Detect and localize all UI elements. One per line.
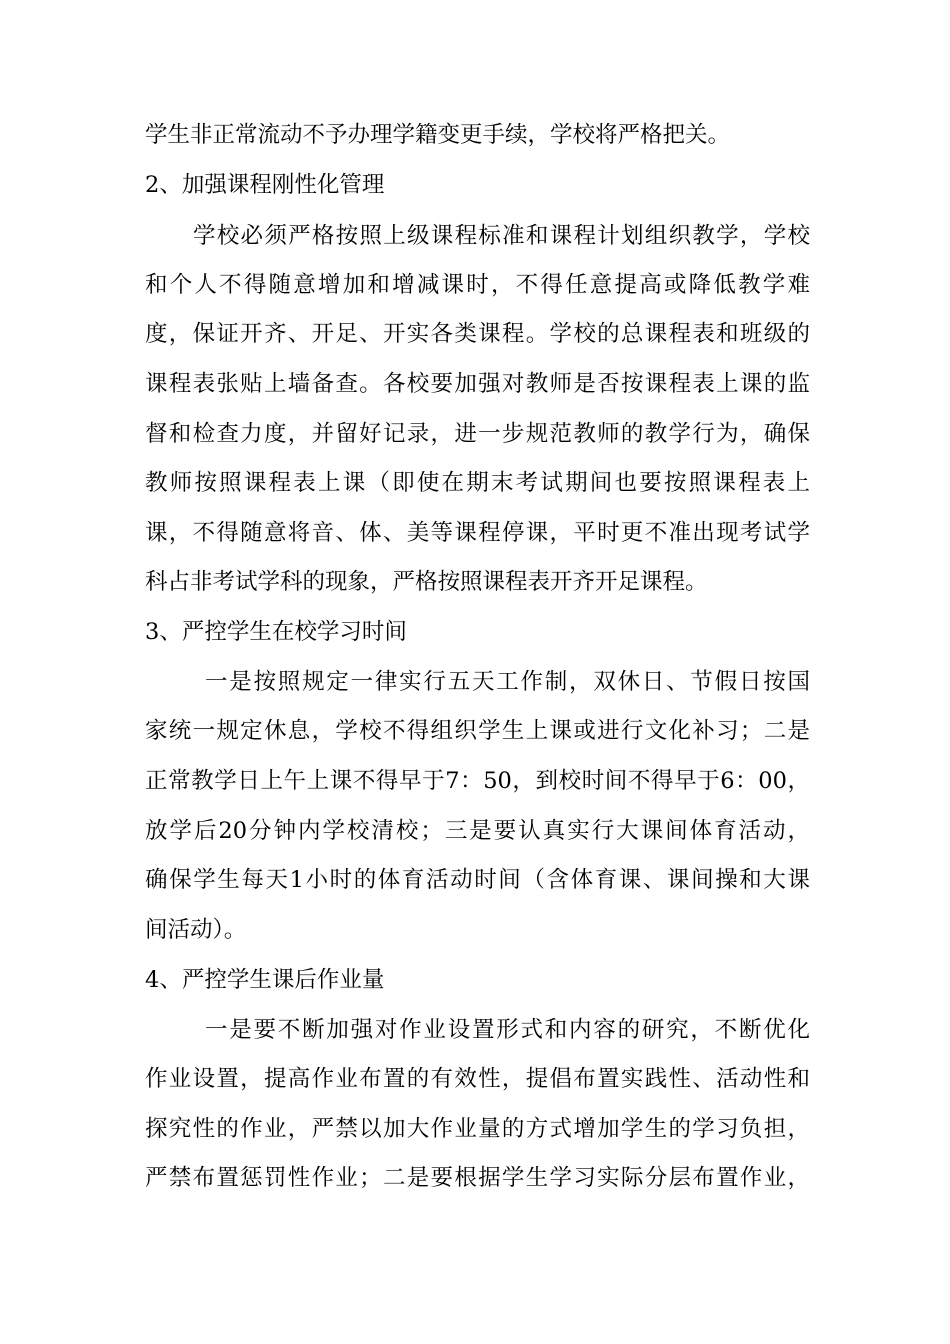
paragraph-line: 一是要不断加强对作业设置形式和内容的研究，不断优化 <box>205 1017 810 1043</box>
paragraph-line: 课程表张贴上墙备查。各校要加强对教师是否按课程表上课的监 <box>145 371 810 397</box>
paragraph-line: 探究性的作业，严禁以加大作业量的方式增加学生的学习负担， <box>145 1116 810 1142</box>
paragraph-line: 度，保证开齐、开足、开实各类课程。学校的总课程表和班级的 <box>145 321 810 347</box>
paragraph-line: 严禁布置惩罚性作业；二是要根据学生学习实际分层布置作业， <box>145 1165 810 1191</box>
paragraph-line: 放学后20分钟内学校清校；三是要认真实行大课间体育活动， <box>145 818 810 844</box>
paragraph-line: 学生非正常流动不予办理学籍变更手续，学校将严格把关。 <box>145 122 731 148</box>
paragraph-line: 一是按照规定一律实行五天工作制，双休日、节假日按国 <box>205 669 810 695</box>
section-heading-3: 3、严控学生在校学习时间 <box>145 619 407 645</box>
paragraph-line: 学校必须严格按照上级课程标准和课程计划组织教学，学校 <box>193 223 810 249</box>
paragraph-line: 间活动）。 <box>145 917 247 943</box>
section-heading-4: 4、严控学生课后作业量 <box>145 967 385 993</box>
paragraph-line: 家统一规定休息，学校不得组织学生上课或进行文化补习；二是 <box>145 718 810 744</box>
paragraph-line: 确保学生每天1小时的体育活动时间（含体育课、课间操和大课 <box>145 867 810 893</box>
paragraph-line: 作业设置，提高作业布置的有效性，提倡布置实践性、活动性和 <box>145 1066 810 1092</box>
paragraph-line: 教师按照课程表上课（即使在期末考试期间也要按照课程表上 <box>145 470 810 496</box>
paragraph-line: 科占非考试学科的现象，严格按照课程表开齐开足课程。 <box>145 569 708 595</box>
paragraph-line: 和个人不得随意增加和增减课时，不得任意提高或降低教学难 <box>145 272 810 298</box>
paragraph-line: 督和检查力度，并留好记录，进一步规范教师的教学行为，确保 <box>145 421 810 447</box>
paragraph-line: 正常教学日上午上课不得早于7：50，到校时间不得早于6：00， <box>145 768 810 794</box>
section-heading-2: 2、加强课程刚性化管理 <box>145 172 385 198</box>
paragraph-line: 课，不得随意将音、体、美等课程停课，平时更不准出现考试学 <box>145 520 810 546</box>
